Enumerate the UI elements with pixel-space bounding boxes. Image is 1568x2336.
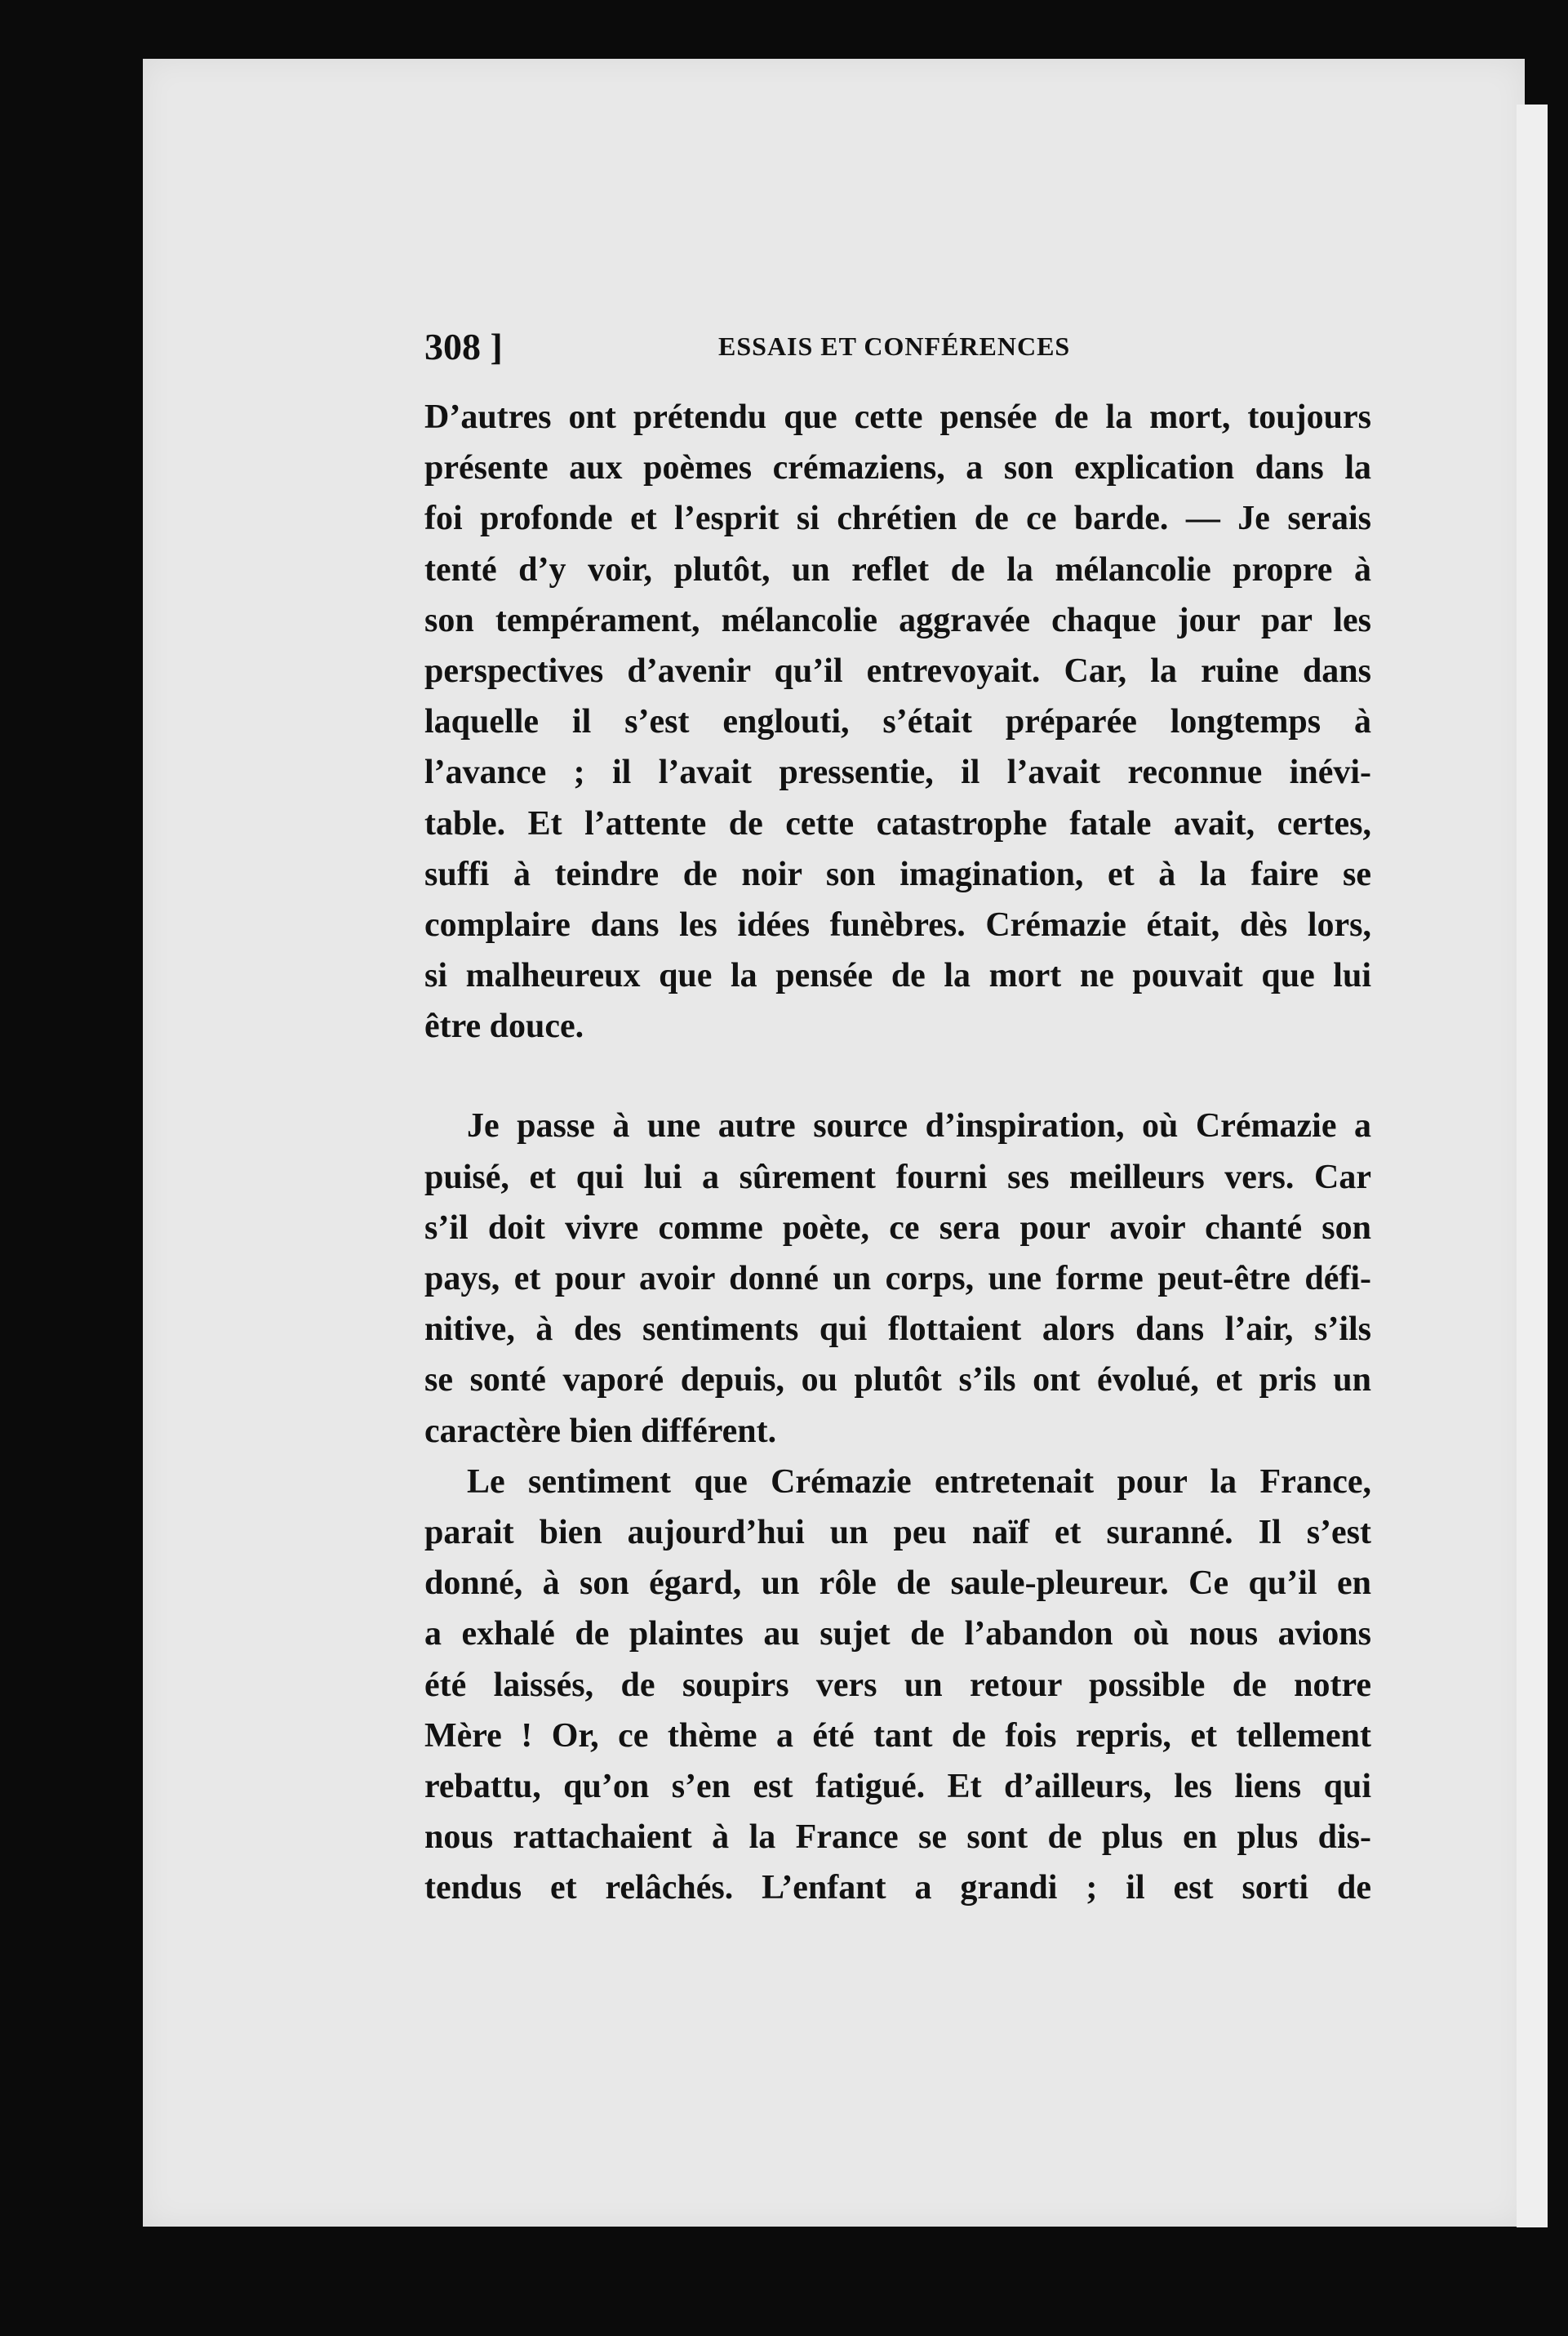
text-line: Mère ! Or, ce thème a été tant de fois repris, et tellement [424, 1716, 1371, 1755]
text-line: table. Et l’attente de cette catastrophe fatale avait, certes, [424, 804, 1371, 843]
text-line: présente aux poèmes crémaziens, a son explication dans la [424, 449, 1371, 487]
paragraph-1 [424, 392, 1371, 1052]
text-line: D’autres ont prétendu que cette pensée de la mort, toujours [424, 398, 1371, 436]
text-line: perspectives d’avenir qu’il entrevoyait. Car, la ruine dans [424, 652, 1371, 690]
text-line: laquelle il s’est englouti, s’était préparée longtemps à [424, 703, 1371, 741]
text-line: l’avance ; il l’avait pressentie, il l’avait reconnue inévi- [424, 754, 1371, 792]
text-line: si malheureux que la pensée de la mort ne pouvait que lui [424, 957, 1371, 995]
text-line: Le sentiment que Crémazie entretenait pour la France, [467, 1462, 1371, 1501]
text-line: tendus et relâchés. L’enfant a grandi ; il est sorti de [424, 1869, 1371, 1907]
text-line: nitive, à des sentiments qui flottaient alors dans l’air, s’ils [424, 1310, 1371, 1349]
text-line: caractère bien différent. [424, 1412, 777, 1450]
text-line: suffi à teindre de noir son imagination, et à la faire se [424, 855, 1371, 893]
running-title: ESSAIS ET CONFÉRENCES [718, 331, 1071, 361]
text-line: rebattu, qu’on s’en est fatigué. Et d’ailleurs, les liens qui [424, 1767, 1371, 1805]
text-line: pays, et pour avoir donné un corps, une forme peut-être défi- [424, 1260, 1371, 1297]
adjacent-page-edge [1517, 105, 1548, 2227]
text-line: s’il doit vivre comme poète, ce sera pour avoir chanté son [424, 1208, 1371, 1247]
text-line: foi profonde et l’esprit si chrétien de ce barde. — Je serais [424, 500, 1371, 538]
text-line: parait bien aujourd’hui un peu naïf et suranné. Il s’est [424, 1513, 1371, 1551]
text-line: se sonté vaporé depuis, ou plutôt s’ils ont évolué, et pris un [424, 1361, 1371, 1399]
text-line: être douce. [424, 1008, 584, 1046]
text-line: été laissés, de soupirs vers un retour possible de notre [424, 1666, 1371, 1704]
body-text [424, 392, 1371, 1913]
paragraph-3 [424, 1457, 1371, 1914]
text-line: donné, à son égard, un rôle de saule-pleureur. Ce qu’il en [424, 1564, 1371, 1603]
text-line: puisé, et qui lui a sûrement fourni ses meilleurs vers. Car [424, 1158, 1371, 1196]
text-line: complaire dans les idées funèbres. Crémazie était, dès lors, [424, 905, 1371, 944]
text-line: nous rattachaient à la France se sont de plus en plus dis- [424, 1818, 1371, 1857]
page-number: 308 ] [424, 326, 503, 367]
page-header [424, 325, 1371, 366]
paragraph-2 [424, 1101, 1371, 1456]
text-line: Je passe à une autre source d’inspiration, où Crémazie a [467, 1107, 1371, 1146]
text-line: tenté d’y voir, plutôt, un reflet de la mélancolie propre à [424, 550, 1371, 589]
text-line: a exhalé de plaintes au sujet de l’abandon où nous avions [424, 1615, 1371, 1653]
text-line: son tempérament, mélancolie aggravée chaque jour par les [424, 601, 1371, 639]
